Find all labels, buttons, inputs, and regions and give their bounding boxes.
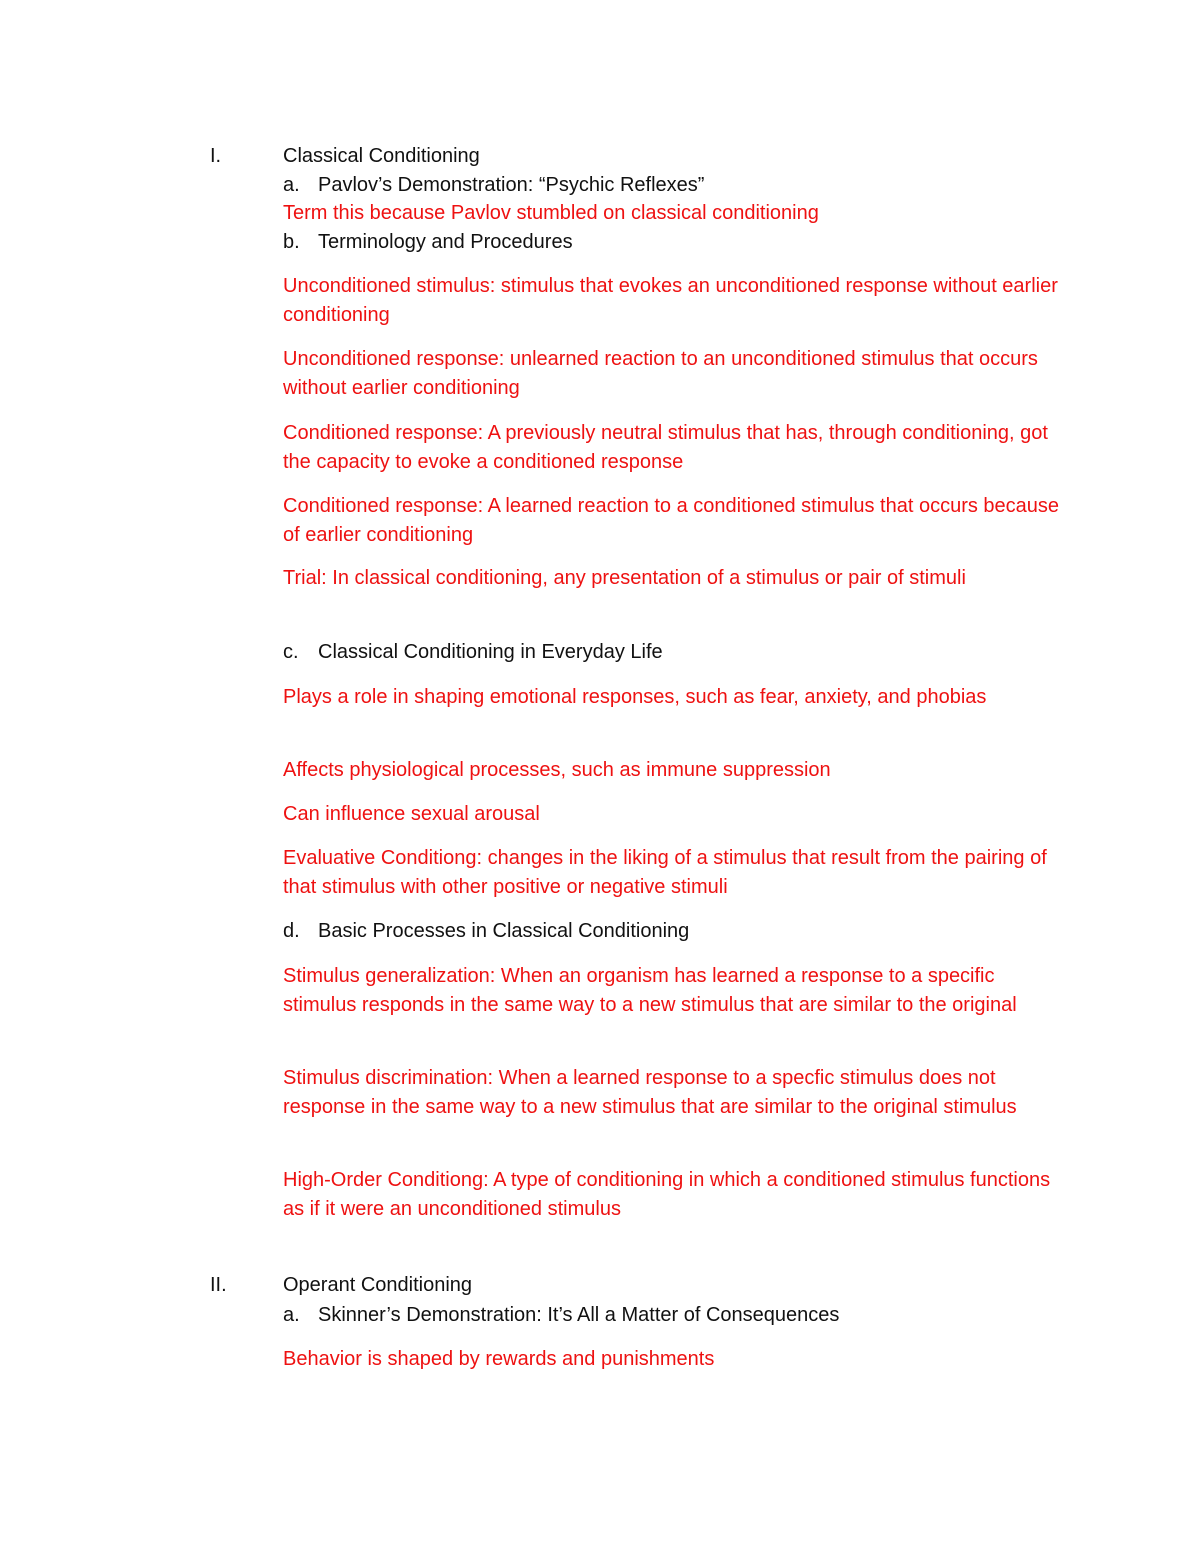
subsection-title: Classical Conditioning in Everyday Life	[318, 641, 663, 663]
section-title: Operant Conditioning	[283, 1274, 473, 1296]
subsection-marker: a.	[283, 1304, 300, 1326]
annotation-note: Term this because Pavlov stumbled on classical conditioning	[283, 202, 819, 224]
annotation-note: Trial: In classical conditioning, any presentation of a stimulus or pair of stimuli	[283, 567, 966, 589]
annotation-note: Unconditioned response: unlearned reaction to an unconditioned stimulus that occurs without earlier conditioning	[283, 348, 1038, 399]
subsection-marker: c.	[283, 641, 299, 663]
subsection-title: Pavlov’s Demonstration: “Psychic Reflexes”	[318, 174, 705, 196]
annotation-note: Evaluative Conditiong: changes in the liking of a stimulus that result from the pairing of that stimulus with other positive or negative stimuli	[283, 847, 1047, 898]
subsection-marker: d.	[283, 920, 300, 942]
subsection-title: Skinner’s Demonstration: It’s All a Matter of Consequences	[318, 1304, 840, 1326]
subsection-title: Terminology and Procedures	[318, 231, 573, 253]
section-numeral: I.	[210, 145, 222, 167]
subsection-marker: b.	[283, 231, 300, 253]
section-numeral: II.	[210, 1274, 227, 1296]
annotation-note: Stimulus generalization: When an organism has learned a response to a specific stimulus responds in the same way to a new stimulus that are similar to the original	[283, 965, 1017, 1016]
annotation-note: Stimulus discrimination: When a learned response to a specfic stimulus does not response in the same way to a new stimulus that are similar to the original stimulus	[283, 1067, 1017, 1118]
annotation-note: Affects physiological processes, such as immune suppression	[283, 759, 831, 781]
annotation-note: Unconditioned stimulus: stimulus that evokes an unconditioned response without earlier conditioning	[283, 275, 1058, 326]
annotation-note: Can influence sexual arousal	[283, 803, 540, 825]
annotation-note: Behavior is shaped by rewards and punishments	[283, 1348, 715, 1370]
section-title: Classical Conditioning	[283, 145, 480, 167]
subsection-title: Basic Processes in Classical Conditioning	[318, 920, 690, 942]
annotation-note: Conditioned response: A learned reaction to a conditioned stimulus that occurs because of earlier conditioning	[283, 495, 1060, 546]
annotation-note: High-Order Conditiong: A type of conditioning in which a conditioned stimulus functions as if it were an unconditioned stimulus	[283, 1169, 1051, 1220]
annotation-note: Plays a role in shaping emotional responses, such as fear, anxiety, and phobias	[283, 686, 987, 708]
annotation-note: Conditioned response: A previously neutral stimulus that has, through conditioning, got the capacity to evoke a conditioned response	[283, 422, 1048, 473]
subsection-marker: a.	[283, 174, 300, 196]
